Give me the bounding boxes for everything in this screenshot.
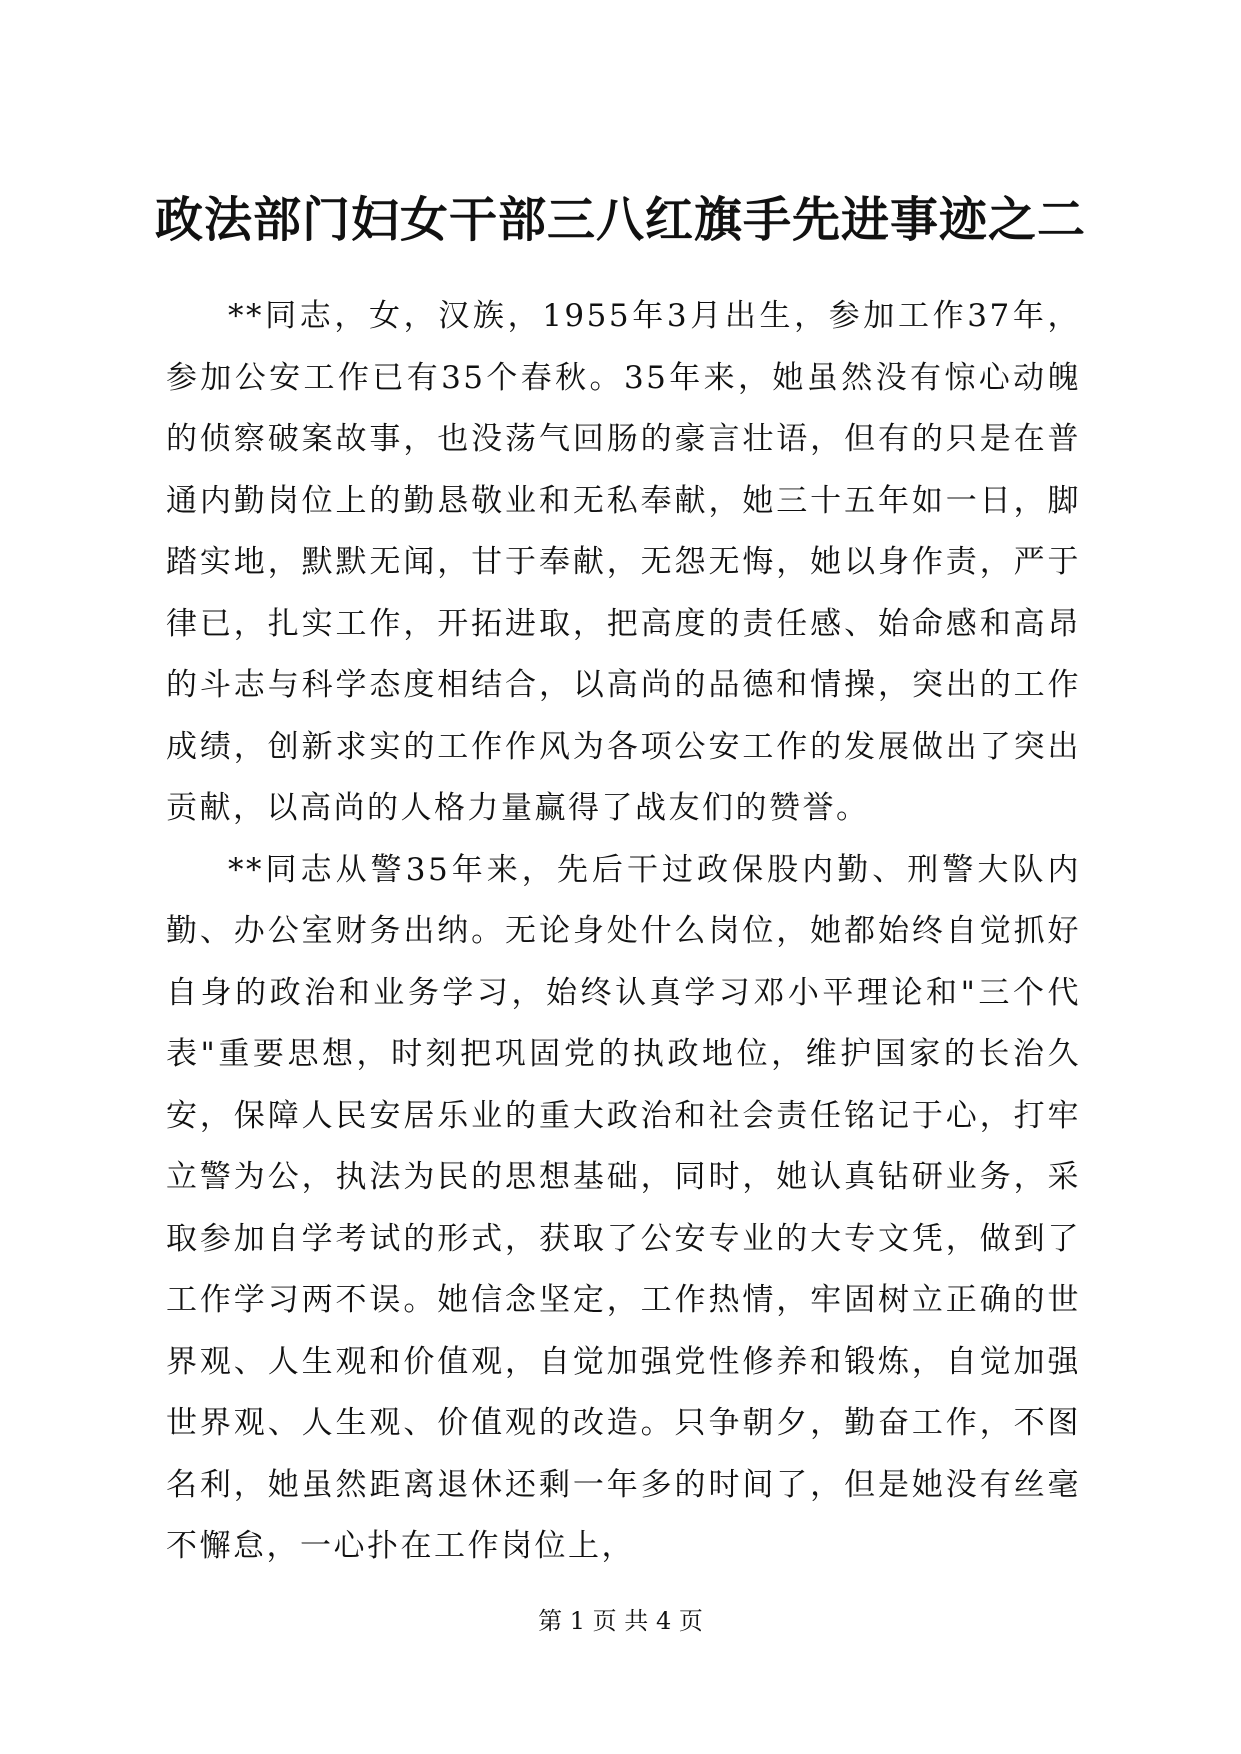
page-footer: 第 1 页 共 4 页 bbox=[538, 1607, 703, 1635]
document-body bbox=[166, 286, 1081, 1578]
paragraph-2: **同志从警35年来，先后干过政保股内勤、刑警大队内勤、办公室财务出纳。无论身处什么岗位，她都始终自觉抓好自身的政治和业务学习，始终认真学习邓小平理论和"三个代表"重要思想，时刻把巩固党的执政地位，维护国家的长治久安，保障人民安居乐业的重大政治和社会责任铭记于心，打牢立警为公，执法为民的思想基础，同时，她认真钻研业务，采取参加自学考试的形式，获取了公安专业的大专文凭，做到了工作学习两不误。她信念坚定，工作热情，牢固树立正确的世界观、人生观和价值观，自觉加强党性修养和锻炼，自觉加强世界观、人生观、价值观的改造。只争朝夕，勤奋工作，不图名利，她虽然距离退休还剩一年多的时间了，但是她没有丝毫不懈怠，一心扑在工作岗位上， bbox=[166, 851, 1081, 1564]
paragraph-1: **同志，女，汉族，1955年3月出生，参加工作37年，参加公安工作已有35个春秋。35年来，她虽然没有惊心动魄的侦察破案故事，也没荡气回肠的豪言壮语，但有的只是在普通内勤岗位上的勤恳敬业和无私奉献，她三十五年如一日，脚踏实地，默默无闻，甘于奉献，无怨无悔，她以身作责，严于律已，扎实工作，开拓进取，把高度的责任感、始命感和高昂的斗志与科学态度相结合，以高尚的品德和情操，突出的工作成绩，创新求实的工作作风为各项公安工作的发展做出了突出贡献，以高尚的人格力量赢得了战友们的赞誉。 bbox=[166, 298, 1081, 826]
document-title: 政法部门妇女干部三八红旗手先进事迹之二 bbox=[154, 192, 1086, 248]
